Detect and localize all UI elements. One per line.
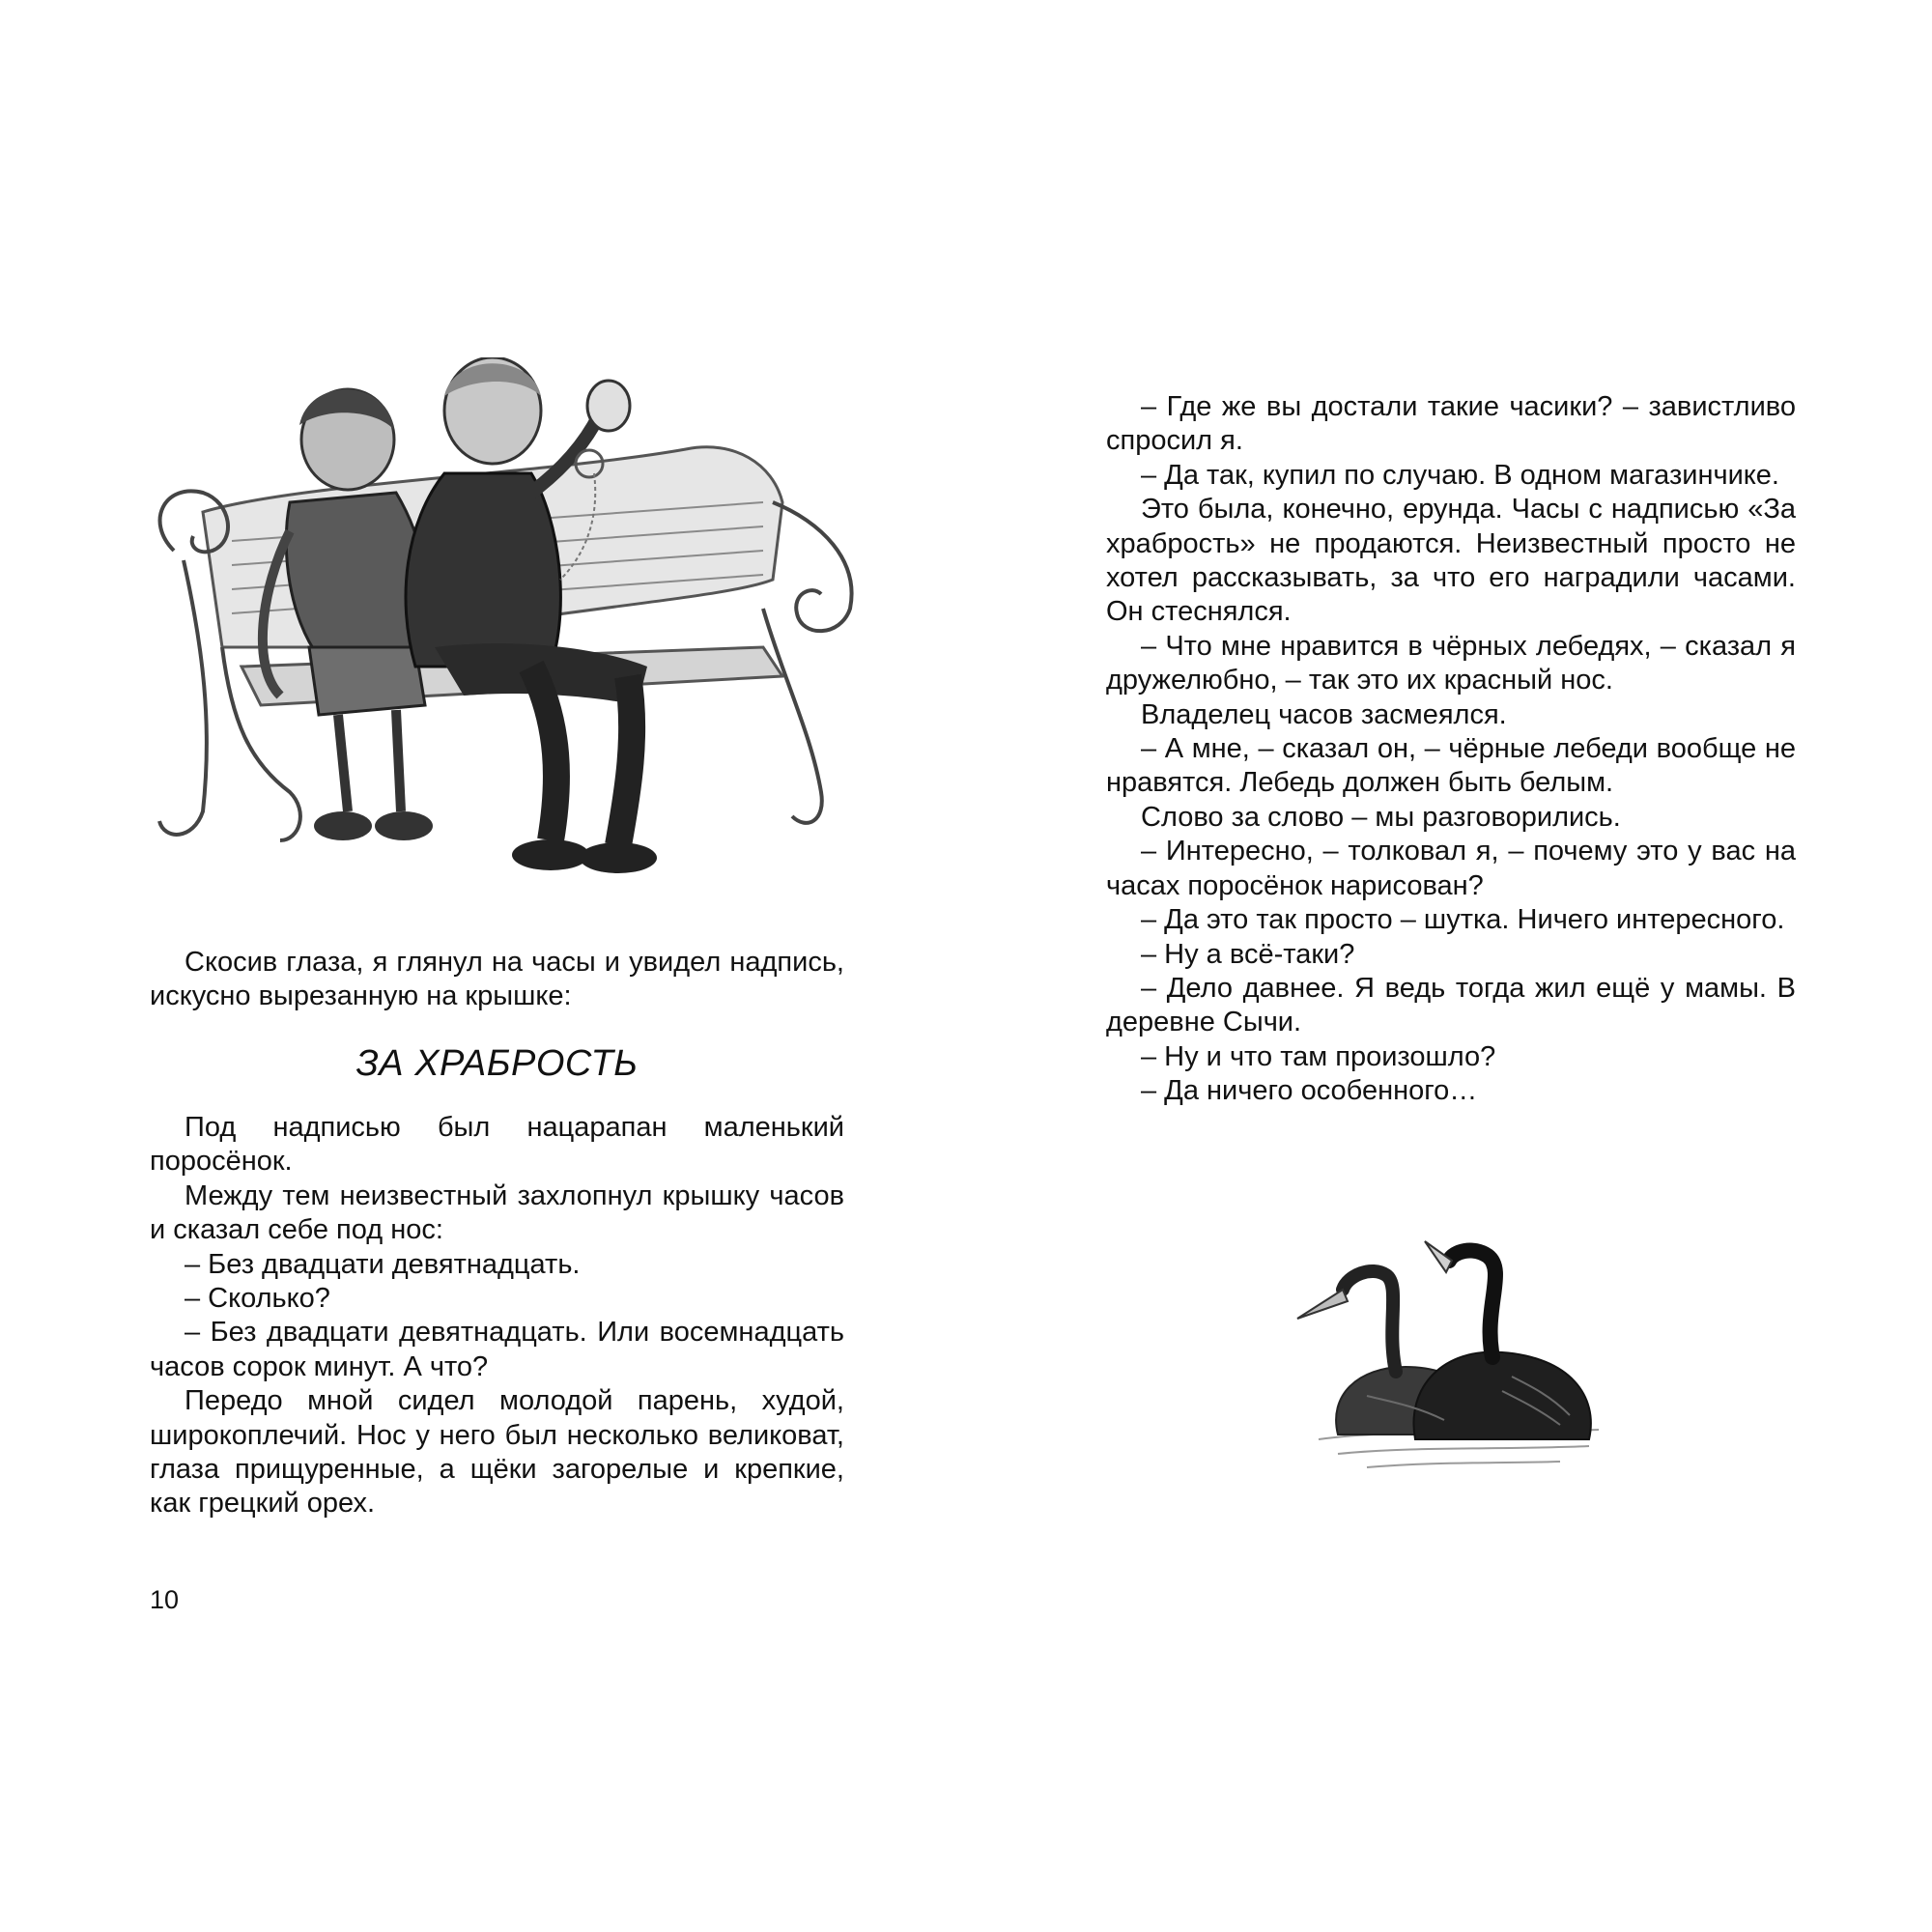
paragraph: – Что мне нравится в чёрных лебедях, – сказал я дружелюбно, – так это их красный нос. (1106, 630, 1796, 696)
paragraph: – Ну и что там произошло? (1141, 1040, 1496, 1072)
paragraph: – Интересно, – толковал я, – почему это у вас на часах поросёнок нарисован? (1106, 836, 1796, 901)
paragraph: – Сколько? (185, 1283, 330, 1315)
paragraph: Это была, конечно, ерунда. Часы с надписью «За храбрость» не продаются. Неизвестный просто не хотел рассказывать, за что его наградили часами. Он стеснялся. (1106, 494, 1796, 628)
paragraph: – Без двадцати девятнадцать. (185, 1248, 581, 1280)
paragraph: – Без двадцати девятнадцать. Или восемнадцать часов сорок минут. А что? (150, 1317, 844, 1382)
paragraph: – А мне, – сказал он, – чёрные лебеди вообще не нравятся. Лебедь должен быть белым. (1106, 733, 1796, 799)
right-text (1106, 390, 1796, 1109)
page-number: 10 (150, 1585, 180, 1614)
paragraph: – Да так, купил по случаю. В одном магазинчике. (1141, 459, 1779, 491)
bench-illustration (145, 357, 889, 898)
paragraph: – Да ничего особенного… (1141, 1075, 1478, 1107)
left-text-top (150, 946, 844, 1014)
paragraph: – Где же вы достали такие часики? – завистливо спросил я. (1106, 391, 1796, 457)
paragraph: Под надписью был нацарапан маленький поросёнок. (150, 1112, 844, 1178)
paragraph: Скосив глаза, я глянул на часы и увидел надпись, искусно вырезанную на крышке: (150, 947, 844, 1012)
paragraph: Слово за слово – мы разговорились. (1141, 801, 1621, 833)
inscription: ЗА ХРАБРОСТЬ (355, 1043, 639, 1084)
right-page (966, 0, 1932, 1932)
paragraph: Между тем неизвестный захлопнул крышку часов и сказал себе под нос: (150, 1179, 844, 1246)
swans-illustration (1280, 1232, 1637, 1473)
paragraph: – Дело давнее. Я ведь тогда жил ещё у мамы. В деревне Сычи. (1106, 972, 1796, 1038)
paragraph: Передо мной сидел молодой парень, худой, широкоплечий. Нос у него был несколько великоват, глаза прищуренные, а щёки загорелые и крепкие, как грецкий орех. (150, 1385, 844, 1520)
left-text-bottom (150, 1111, 844, 1521)
paragraph: – Да это так просто – шутка. Ничего интересного. (1141, 904, 1785, 936)
paragraph: – Ну а всё-таки? (1141, 938, 1355, 970)
paragraph: Владелец часов засмеялся. (1141, 698, 1507, 730)
